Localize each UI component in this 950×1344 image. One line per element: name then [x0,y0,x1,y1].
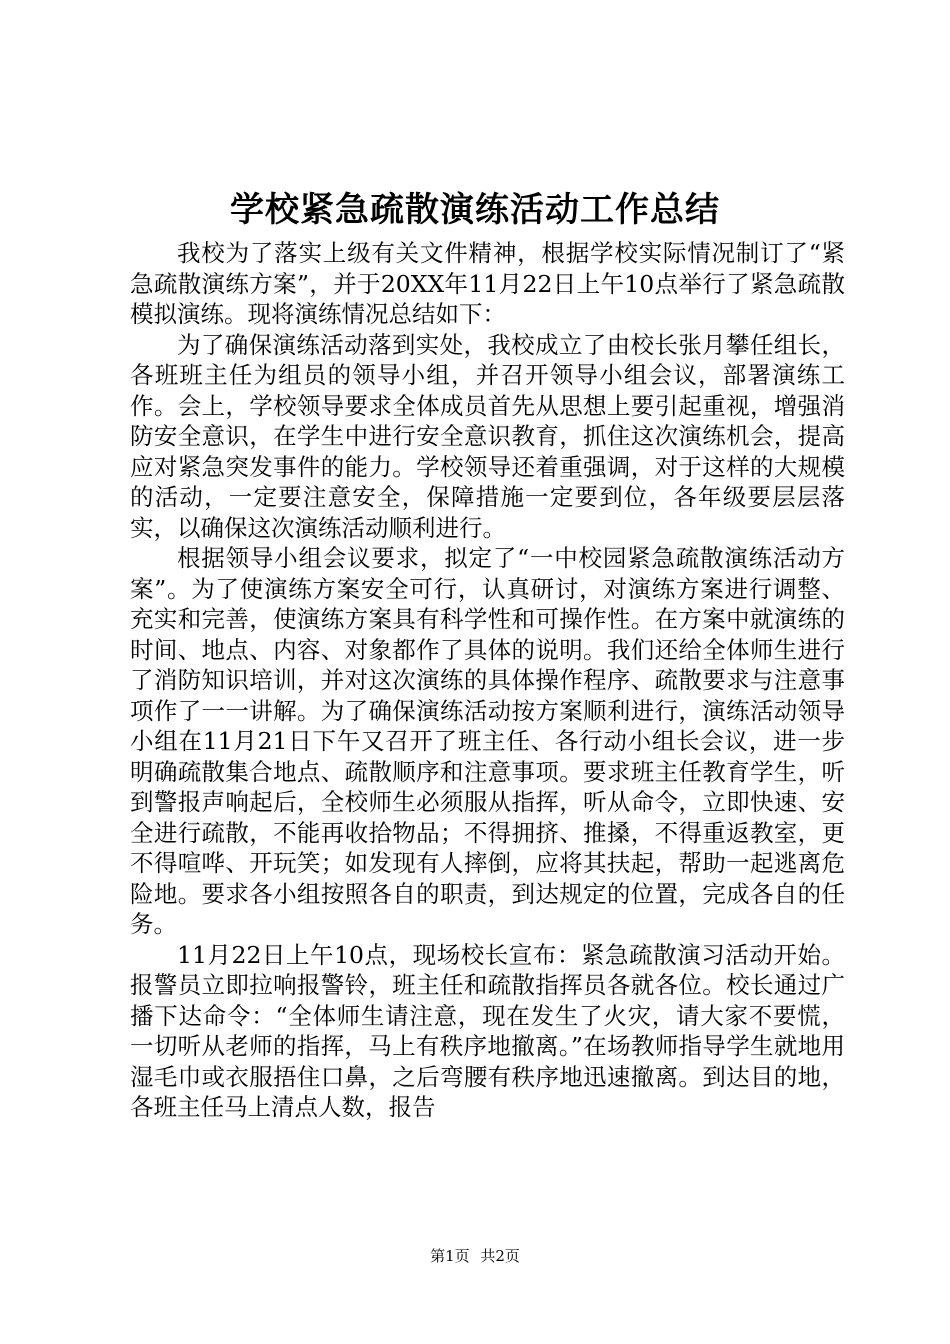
paragraph: 我校为了落实上级有关文件精神，根据学校实际情况制订了“紧急疏散演练方案”，并于20XX年11月22日上午10点举行了紧急疏散模拟演练。现将演练情况总结如下： [130,239,845,328]
page-total: 共2页 [480,1247,520,1265]
document-title: 学校紧急疏散演练活动工作总结 [230,190,720,230]
paragraph: 为了确保演练活动落到实处，我校成立了由校长张月攀任组长，各班班主任为组员的领导小组，并召开领导小组会议，部署演练工作。会上，学校领导要求全体成员首先从思想上要引起重视，增强消防安全意识，在学生中进行安全意识教育，抓住这次演练机会，提高应对紧急突发事件的能力。学校领导还着重强调，对于这样的大规模的活动，一定要注意安全，保障措施一定要到位，各年级要层层落实，以确保这次演练活动顺利进行。 [130,330,845,542]
paragraph: 根据领导小组会议要求，拟定了“一中校园紧急疏散演练活动方案”。为了使演练方案安全可行，认真研讨，对演练方案进行调整、充实和完善，使演练方案具有科学性和可操作性。在方案中就演练的时间、地点、内容、对象都作了具体的说明。我们还给全体师生进行了消防知识培训，并对这次演练的具体操作程序、疏散要求与注意事项作了一一讲解。为了确保演练活动按方案顺利进行，演练活动领导小组在11月21日下午又召开了班主任、各行动小组长会议，进一步明确疏散集合地点、疏散顺序和注意事项。要求班主任教育学生，听到警报声响起后，全校师生必须服从指挥，听从命令，立即快速、安全进行疏散，不能再收拾物品；不得拥挤、推搡，不得重返教室，更不得喧哗、开玩笑；如发现有人摔倒，应将其扶起，帮助一起逃离危险地。要求各小组按照各自的职责，到达规定的位置，完成各自的任务。 [130,544,845,938]
paragraph: 11月22日上午10点，现场校长宣布：紧急疏散演习活动开始。报警员立即拉响报警铃，班主任和疏散指挥员各就各位。校长通过广播下达命令：“全体师生请注意，现在发生了火灾，请大家不要慌，一切听从老师的指挥，马上有秩序地撤离。”在场教师指导学生就地用湿毛巾或衣服捂住口鼻，之后弯腰有秩序地迅速撤离。到达目的地，各班主任马上清点人数，报告 [130,940,845,1121]
page-footer [0,1246,950,1266]
document-body [130,238,845,1123]
page-number: 第1页 [430,1247,470,1265]
